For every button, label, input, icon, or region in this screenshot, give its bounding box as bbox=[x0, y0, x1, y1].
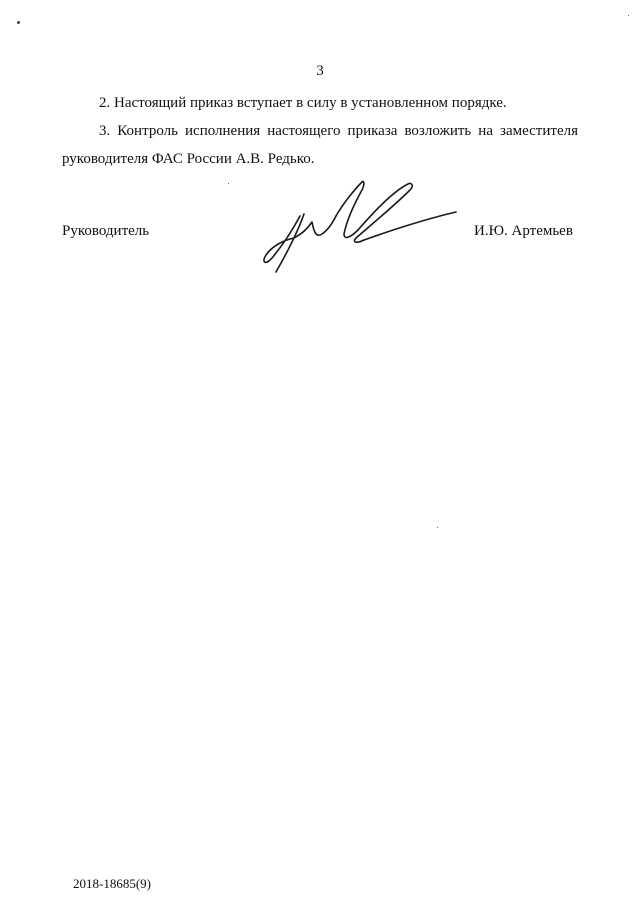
page-number: 3 bbox=[316, 63, 324, 79]
scan-speck bbox=[628, 15, 629, 16]
paragraph-2: 2. Настоящий приказ вступает в силу в установленном порядке. bbox=[99, 95, 507, 111]
signer-name: И.Ю. Артемьев bbox=[474, 223, 573, 239]
scan-speck bbox=[228, 183, 229, 184]
handwritten-signature-icon bbox=[252, 176, 462, 276]
paragraph-3: 3. Контроль исполнения настоящего приказа возложить на заместителя руководителя ФАС России А.В. Редько. bbox=[62, 123, 578, 167]
signer-title: Руководитель bbox=[62, 223, 150, 239]
scan-speck bbox=[17, 21, 20, 24]
document-code: 2018-18685(9) bbox=[73, 876, 151, 891]
scan-speck bbox=[437, 527, 438, 528]
